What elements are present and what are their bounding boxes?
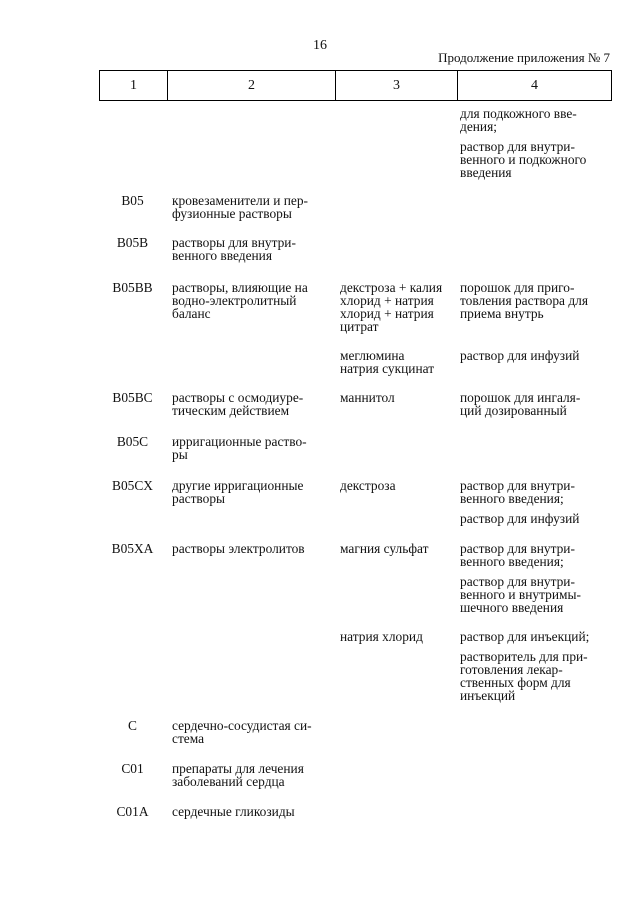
page-number: 16: [313, 38, 327, 53]
group-name: растворы электролитов: [172, 541, 305, 556]
atc-code: C01: [121, 761, 144, 776]
atc-code: B05B: [116, 235, 149, 250]
dosage-forms: [460, 630, 611, 702]
dosage-form: растворитель для при- готовления лекар- ственных форм для инъекций: [460, 649, 588, 703]
dosage-form: раствор для внутри- венного и внутримы- шечного введения: [460, 574, 581, 615]
group-name: растворы для внутри- венного введения: [172, 235, 296, 263]
dosage-forms: [460, 391, 611, 417]
group-name: ирригационные раство- ры: [172, 434, 307, 462]
group-name: препараты для лечения заболеваний сердца: [172, 761, 304, 789]
drug-name: магния сульфат: [340, 541, 429, 556]
column-header-2: 2: [168, 71, 336, 101]
column-header-table: [99, 70, 612, 101]
dosage-form: раствор для внутри- венного введения;: [460, 478, 575, 506]
group-name: другие ирригационные растворы: [172, 478, 304, 506]
drug-name: декстроза: [340, 478, 396, 493]
atc-code: B05BB: [112, 280, 153, 295]
dosage-form: раствор для внутри- венного и подкожного введения: [460, 139, 587, 180]
dosage-form: порошок для приго- товления раствора для приема внутрь: [460, 280, 588, 321]
continuation-label: Продолжение приложения № 7: [438, 50, 610, 65]
dosage-form: раствор для инфузий: [460, 348, 580, 363]
atc-code: B05: [121, 193, 144, 208]
dosage-form: порошок для ингаля- ций дозированный: [460, 390, 581, 418]
atc-code: B05XA: [111, 541, 154, 556]
atc-code: C: [128, 718, 137, 733]
drug-name: натрия хлорид: [340, 629, 423, 644]
group-name: сердечные гликозиды: [172, 804, 295, 819]
group-name: сердечно-сосудистая си- стема: [172, 718, 312, 746]
group-name: растворы с осмодиуре- тическим действием: [172, 390, 304, 418]
dosage-form: раствор для внутри- венного введения;: [460, 541, 575, 569]
drug-name: маннитол: [340, 390, 395, 405]
column-header-3: 3: [336, 71, 458, 101]
dosage-forms: [460, 107, 611, 179]
drug-name: декстроза + калия хлорид + натрия хлорид + натрия цитрат: [340, 280, 443, 334]
dosage-form: раствор для инъекций;: [460, 629, 590, 644]
dosage-form: раствор для инфузий: [460, 511, 580, 526]
dosage-forms: [460, 349, 611, 362]
atc-code: B05BC: [112, 390, 153, 405]
column-header-1: 1: [100, 71, 168, 101]
dosage-forms: [460, 479, 611, 525]
group-name: кровезаменители и пер- фузионные растворы: [172, 193, 308, 221]
atc-code: B05C: [116, 434, 149, 449]
atc-code: B05CX: [112, 478, 153, 493]
dosage-forms: [460, 281, 611, 320]
column-header-4: 4: [458, 71, 612, 101]
dosage-forms: [460, 542, 611, 614]
dosage-form: для подкожного вве- дения;: [460, 106, 577, 134]
group-name: растворы, влияющие на водно-электролитный баланс: [172, 280, 308, 321]
drug-name: меглюмина натрия сукцинат: [340, 348, 435, 376]
atc-code: C01A: [116, 804, 149, 819]
